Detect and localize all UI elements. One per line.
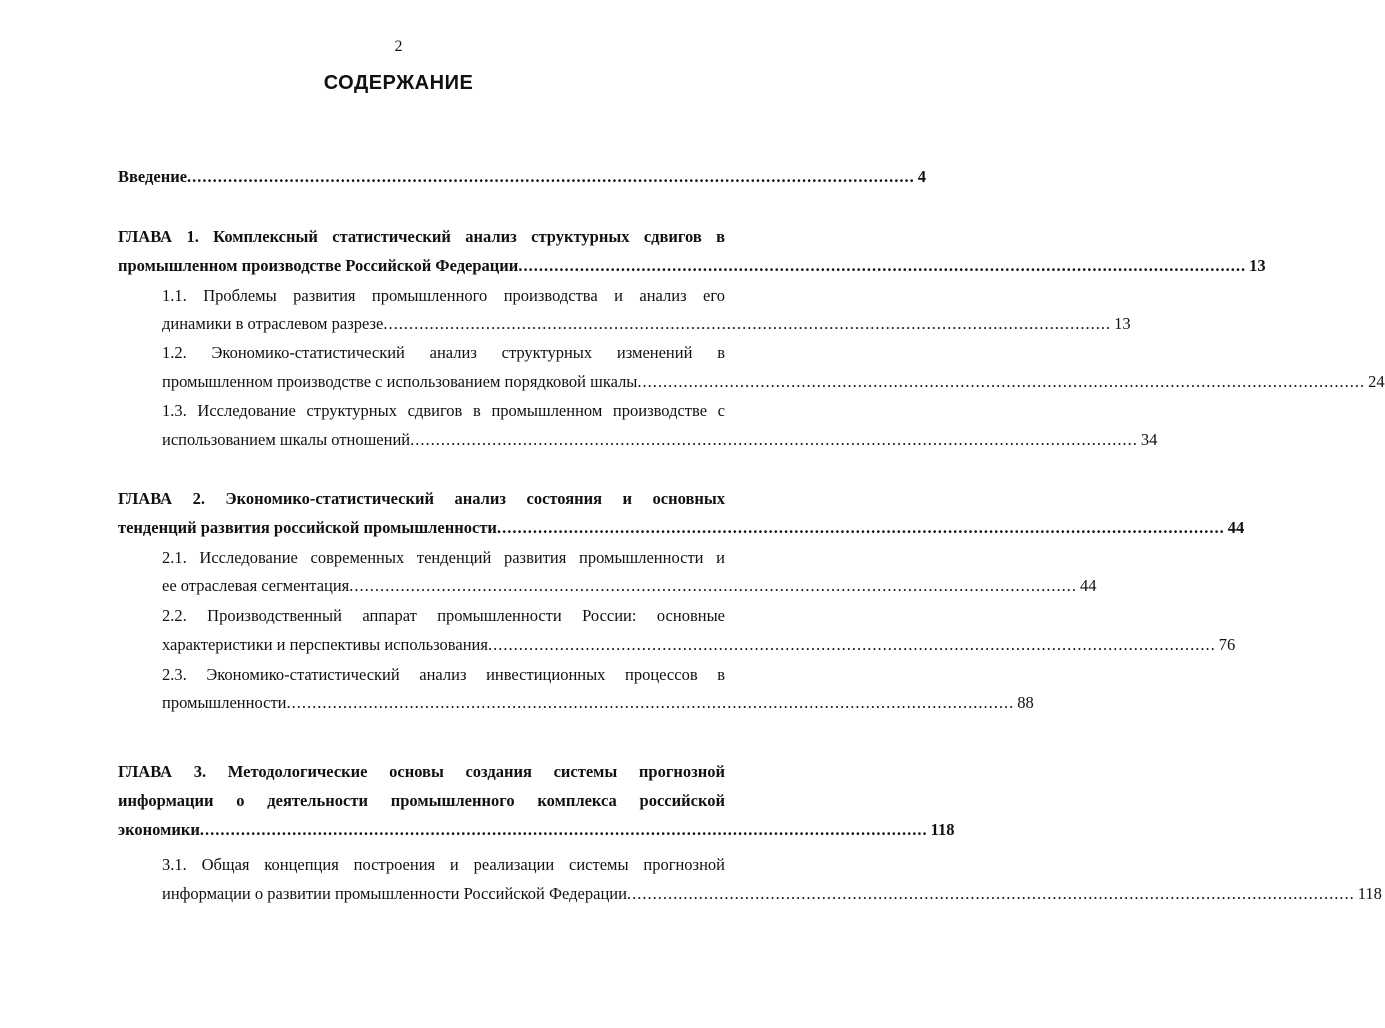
section-3-1: 3.1. Общая концепция построения и реализации системы прогнозной	[162, 855, 725, 874]
toc-page: 34	[1140, 430, 1158, 449]
section-2-3-end	[162, 692, 1034, 714]
chapter-3-heading: ГЛАВА 3. Методологические основы создания системы прогнозной	[118, 762, 725, 781]
section-2-2: 2.2. Производственный аппарат промышленности России: основные	[162, 606, 725, 625]
chapter-2-heading: ГЛАВА 2. Экономико-статистический анализ состояния и основных	[118, 489, 725, 508]
toc-entry-text: промышленности	[162, 693, 287, 712]
section-1-2: 1.2. Экономико-статистический анализ структурных изменений в	[162, 343, 725, 362]
toc-leader: ..............................................................................................................................................	[487, 635, 1216, 654]
chapter-3-heading-end	[118, 819, 955, 841]
toc-leader: ..............................................................................................................................................	[518, 256, 1247, 275]
toc-leader: ..............................................................................................................................................	[496, 518, 1225, 537]
toc-page: 118	[1357, 884, 1382, 903]
toc-page: 44	[1080, 576, 1097, 595]
toc-entry-text: Введение	[118, 167, 188, 186]
toc-page: 4	[917, 167, 927, 186]
toc-leader: ..............................................................................................................................................	[637, 372, 1366, 391]
toc-page: 88	[1017, 693, 1034, 712]
section-1-1: 1.1. Проблемы развития промышленного производства и анализ его	[162, 286, 725, 305]
toc-leader: ..............................................................................................................................................	[187, 167, 915, 186]
toc-entry-text: экономики	[118, 820, 200, 839]
page-number: 2	[394, 38, 403, 55]
toc-leader: ..............................................................................................................................................	[349, 576, 1078, 595]
page-title: СОДЕРЖАНИЕ	[323, 72, 474, 94]
section-1-3: 1.3. Исследование структурных сдвигов в промышленном производстве с	[162, 401, 725, 420]
toc-leader: ..............................................................................................................................................	[286, 693, 1015, 712]
toc-leader: ..............................................................................................................................................	[626, 884, 1355, 903]
toc-leader: ..............................................................................................................................................	[199, 820, 928, 839]
toc-leader: ..............................................................................................................................................	[383, 314, 1112, 333]
section-2-1-end	[162, 575, 1097, 597]
toc-entry-intro	[118, 166, 927, 188]
toc-leader: ..............................................................................................................................................	[410, 430, 1138, 449]
toc-entry-text: промышленном производстве с использованием порядковой шкалы	[162, 372, 638, 391]
chapter-2-heading-end	[118, 517, 1245, 539]
section-3-1-end	[162, 883, 1382, 905]
section-1-1-end	[162, 313, 1131, 335]
toc-page: 13	[1114, 314, 1131, 333]
section-2-2-end	[162, 634, 1236, 656]
toc-entry-text: тенденций развития российской промышленности	[118, 518, 497, 537]
section-2-3: 2.3. Экономико-статистический анализ инвестиционных процессов в	[162, 665, 725, 684]
section-1-3-end	[162, 429, 1158, 451]
chapter-1-heading: ГЛАВА 1. Комплексный статистический анализ структурных сдвигов в	[118, 227, 725, 246]
toc-entry-text: динамики в отраслевом разрезе	[162, 314, 384, 333]
toc-entry-text: использованием шкалы отношений	[162, 430, 411, 449]
toc-entry-text: промышленном производстве Российской Федерации	[118, 256, 519, 275]
toc-page: 118	[930, 820, 955, 839]
toc-page: 24	[1368, 372, 1385, 391]
chapter-1-heading-end	[118, 255, 1266, 277]
toc-page: 76	[1218, 635, 1236, 654]
toc-page: 13	[1249, 256, 1266, 275]
toc-page: 44	[1227, 518, 1245, 537]
section-2-1: 2.1. Исследование современных тенденций развития промышленности и	[162, 548, 725, 567]
toc-entry-text: характеристики и перспективы использования	[162, 635, 488, 654]
chapter-3-heading-cont: информации о деятельности промышленного комплекса российской	[118, 791, 725, 810]
section-1-2-end	[162, 371, 1385, 393]
toc-entry-text: ее отраслевая сегментация	[162, 576, 350, 595]
toc-entry-text: информации о развитии промышленности Российской Федерации	[162, 884, 627, 903]
